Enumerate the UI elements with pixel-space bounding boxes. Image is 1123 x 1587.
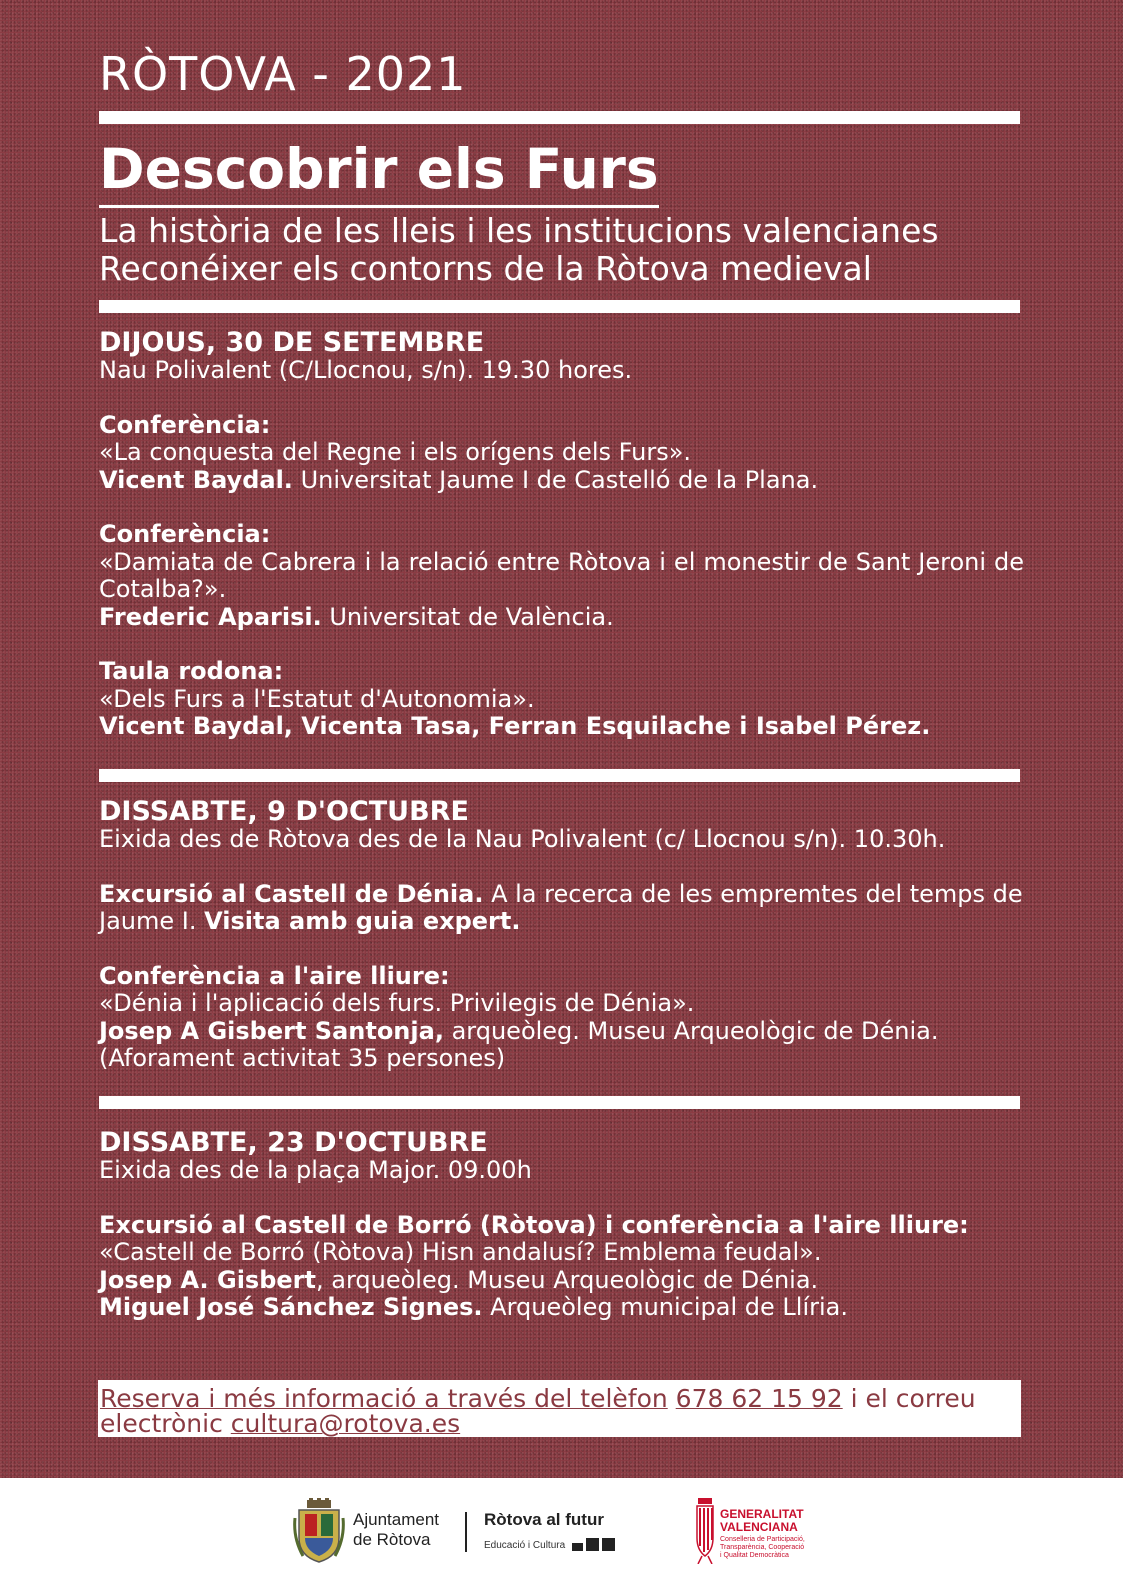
futur-logo-subtitle: Educació i Cultura	[484, 1540, 566, 1551]
day2-conf-speaker: Josep A Gisbert Santonja,	[99, 1016, 444, 1045]
subtitle	[99, 212, 1029, 288]
day1-round-speakers: Vicent Baydal, Vicenta Tasa, Ferran Esquilache i Isabel Pérez.	[99, 712, 931, 740]
day2-section	[99, 798, 1024, 1073]
generalitat-dept-line-2: Transparència, Cooperació	[720, 1544, 805, 1551]
day1-conf1-title: «La conquesta del Regne i els orígens dels Furs».	[99, 438, 692, 466]
day3-trip-title: «Castell de Borró (Ròtova) Hisn andalusí? Emblema feudal».	[99, 1238, 822, 1266]
day1-section	[99, 329, 1024, 741]
subtitle-line-2: Reconéixer els contorns de la Ròtova medieval	[99, 249, 872, 288]
day3-speaker1-affiliation: , arqueòleg. Museu Arqueològic de Dénia.	[315, 1265, 819, 1294]
day2-trip-bold: Excursió al Castell de Dénia.	[99, 879, 484, 908]
day1-conf1-affiliation: Universitat Jaume I de Castelló de la Plana.	[300, 465, 819, 494]
day2-date: DISSABTE, 9 D'OCTUBRE	[99, 796, 469, 827]
footer	[0, 1478, 1123, 1587]
ajuntament-logo-text	[353, 1510, 439, 1550]
day2-conf-label: Conferència a l'aire lliure:	[99, 961, 450, 990]
day1-conf2-speaker: Frederic Aparisi.	[99, 602, 322, 631]
day1-round-label: Taula rodona:	[99, 657, 284, 685]
subtitle-line-1: La història de les lleis i les institucions valencianes	[99, 211, 939, 250]
reservation-email-link[interactable]: cultura@rotova.es	[230, 1409, 461, 1438]
day3-speaker2: Miguel José Sánchez Signes.	[99, 1293, 483, 1321]
generalitat-dept-line-1: Conselleria de Participació,	[720, 1536, 805, 1543]
day1-conf2-affiliation: Universitat de València.	[329, 602, 614, 631]
day1-conf1-label: Conferència:	[99, 410, 271, 439]
divider-bar-3	[99, 769, 1020, 782]
divider-bar-2	[99, 300, 1020, 313]
day2-place: Eixida des de Ròtova des de la Nau Polivalent (c/ Llocnou s/n). 10.30h.	[99, 825, 946, 853]
generalitat-name	[720, 1508, 804, 1534]
day3-trip-label: Excursió al Castell de Borró (Ròtova) i conferència a l'aire lliure:	[99, 1210, 969, 1239]
reservation-text-1: Reserva i més informació a través del telèfon	[100, 1384, 668, 1413]
futur-logo-title: Ròtova al futur	[484, 1510, 604, 1529]
futur-square-icon-3	[602, 1538, 615, 1551]
divider-bar-1	[99, 111, 1020, 124]
generalitat-department	[720, 1536, 805, 1560]
reservation-text-2: i el correu electrònic	[100, 1384, 976, 1438]
day2-trip-text: A la recerca de les empremtes del temps de Jaume I.	[99, 879, 1023, 935]
day3-speaker2-affiliation: Arqueòleg municipal de Llíria.	[490, 1293, 848, 1321]
day1-date: DIJOUS, 30 DE SETEMBRE	[99, 327, 485, 358]
ajuntament-line-1: Ajuntament	[353, 1510, 439, 1529]
day1-conf2-title: «Damiata de Cabrera i la relació entre Ròtova i el monestir de Sant Jeroni de Cotalba?».	[99, 547, 1024, 603]
day3-date: DISSABTE, 23 D'OCTUBRE	[99, 1127, 488, 1158]
poster-header-title: RÒTOVA - 2021	[99, 47, 467, 101]
day2-capacity: (Aforament activitat 35 persones)	[99, 1044, 506, 1072]
ajuntament-shield-icon	[293, 1498, 345, 1564]
day2-trip-bold2: Visita amb guia expert.	[204, 907, 521, 935]
generalitat-line-2: VALENCIANA	[720, 1520, 798, 1534]
reservation-phone-link[interactable]: 678 62 15 92	[675, 1384, 843, 1413]
generalitat-emblem-icon	[694, 1498, 716, 1564]
futur-square-icon-2	[586, 1538, 599, 1551]
generalitat-line-1: GENERALITAT	[720, 1507, 804, 1521]
day1-round-title: «Dels Furs a l'Estatut d'Autonomia».	[99, 684, 535, 713]
day1-conf1-speaker: Vicent Baydal.	[99, 465, 293, 494]
reservation-box	[98, 1380, 1021, 1437]
ajuntament-line-2: de Ròtova	[353, 1530, 431, 1549]
generalitat-dept-line-3: i Qualitat Democràtica	[720, 1552, 789, 1559]
day1-place: Nau Polivalent (C/Llocnou, s/n). 19.30 hores.	[99, 356, 633, 384]
divider-bar-4	[99, 1096, 1020, 1109]
day3-section	[99, 1129, 1024, 1322]
day2-conf-affiliation: arqueòleg. Museu Arqueològic de Dénia.	[451, 1016, 939, 1045]
main-title: Descobrir els Furs	[99, 136, 659, 208]
day3-speaker1: Josep A. Gisbert	[99, 1265, 316, 1294]
footer-divider	[465, 1512, 467, 1552]
day1-conf2-label: Conferència:	[99, 520, 271, 548]
futur-square-icon-1	[572, 1543, 583, 1551]
day3-place: Eixida des de la plaça Major. 09.00h	[99, 1156, 532, 1184]
day2-conf-title: «Dénia i l'aplicació dels furs. Privilegis de Dénia».	[99, 989, 695, 1017]
